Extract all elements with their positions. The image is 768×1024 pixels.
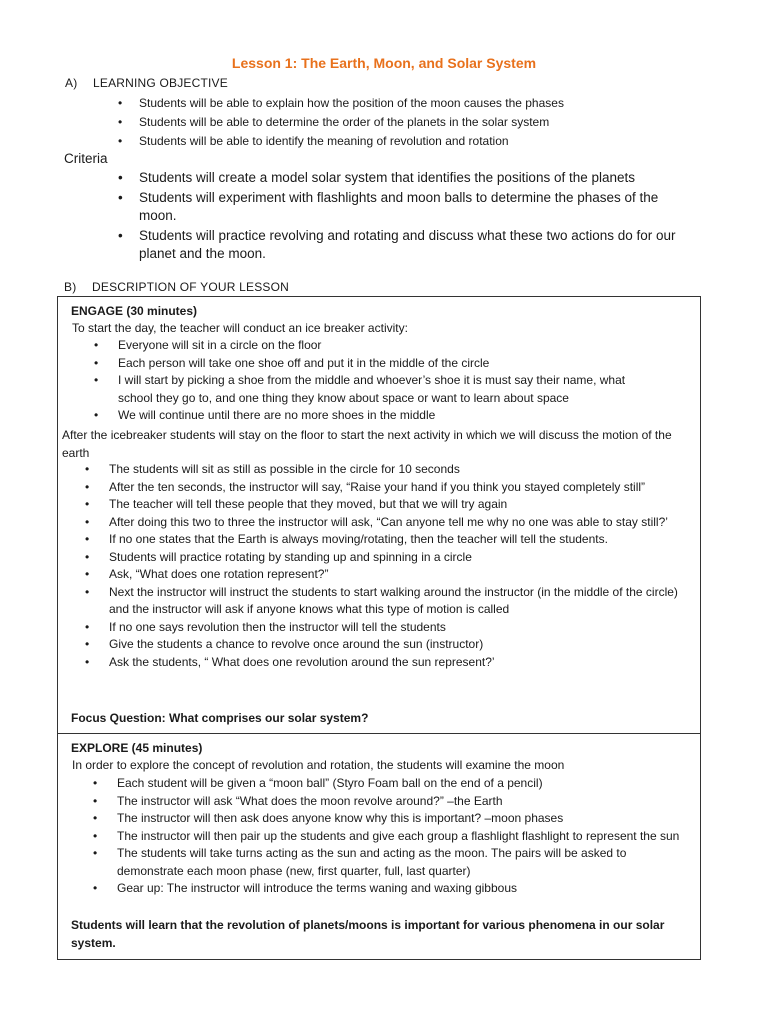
list-item: • Ask, “What does one rotation represent?” xyxy=(109,566,679,584)
section-b-letter: B) xyxy=(64,280,77,294)
engage-box xyxy=(57,296,701,734)
list-item: • Students will experiment with flashlights and moon balls to determine the phases of the moon. xyxy=(139,189,699,226)
list-item: • The instructor will then pair up the students and give each group a flashlight flashlight to represent the sun xyxy=(117,828,689,846)
list-item: • Ask the students, “ What does one revolution around the sun represent?’ xyxy=(109,654,679,672)
list-item: • If no one says revolution then the instructor will tell the students xyxy=(109,619,679,637)
engage-list-1 xyxy=(118,337,658,425)
list-item: • Next the instructor will instruct the students to start walking around the instructor (in the middle of the circle) and the instructor will ask if anyone knows what this type of motion is called xyxy=(109,584,679,619)
list-item: • Gear up: The instructor will introduce the terms waning and waxing gibbous xyxy=(117,880,689,898)
list-item: • Students will practice revolving and rotating and discuss what these two actions do for our planet and the moon. xyxy=(139,227,699,264)
list-item: • Students will be able to explain how the position of the moon causes the phases xyxy=(139,94,739,113)
list-item: • After the ten seconds, the instructor will say, “Raise your hand if you think you stayed completely still” xyxy=(109,479,679,497)
list-item: • After doing this two to three the instructor will ask, “Can anyone tell me why no one was able to stay still?’ xyxy=(109,514,679,532)
engage-transition: After the icebreaker students will stay on the floor to start the next activity in which we will discuss the motion of the earth xyxy=(62,428,672,460)
criteria-label: Criteria xyxy=(64,151,108,166)
section-a-title: LEARNING OBJECTIVE xyxy=(93,76,228,90)
list-item: • I will start by picking a shoe from the middle and whoever’s shoe it is must say their name, what school they go to, and one thing they know about space or want to learn about space xyxy=(118,372,658,407)
objectives-list xyxy=(139,94,739,151)
list-item: • The teacher will tell these people that they moved, but that we will try again xyxy=(109,496,679,514)
section-b-heading xyxy=(64,280,289,294)
list-item: • Give the students a chance to revolve once around the sun (instructor) xyxy=(109,636,679,654)
explore-heading: EXPLORE (45 minutes) xyxy=(71,741,203,755)
criteria-list xyxy=(139,169,699,265)
list-item: • The students will take turns acting as the sun and acting as the moon. The pairs will be asked to demonstrate each moon phase (new, first quarter, full, last quarter) xyxy=(117,845,689,880)
list-item: • Students will be able to identify the meaning of revolution and rotation xyxy=(139,132,739,151)
explore-list xyxy=(117,775,689,898)
list-item: • Students will practice rotating by standing up and spinning in a circle xyxy=(109,549,679,567)
section-a-letter: A) xyxy=(65,76,78,90)
list-item: • If no one states that the Earth is always moving/rotating, then the teacher will tell the students. xyxy=(109,531,679,549)
engage-list-2 xyxy=(109,461,679,671)
engage-intro: To start the day, the teacher will conduct an ice breaker activity: xyxy=(72,321,408,335)
focus-question: Focus Question: What comprises our solar system? xyxy=(71,711,369,725)
list-item: • The instructor will ask “What does the moon revolve around?” –the Earth xyxy=(117,793,689,811)
section-b-title: DESCRIPTION OF YOUR LESSON xyxy=(92,280,290,294)
list-item: • We will continue until there are no more shoes in the middle xyxy=(118,407,658,425)
list-item: • The instructor will then ask does anyone know why this is important? –moon phases xyxy=(117,810,689,828)
list-item: • Everyone will sit in a circle on the floor xyxy=(118,337,658,355)
page-title: Lesson 1: The Earth, Moon, and Solar System xyxy=(231,55,537,71)
list-item: • The students will sit as still as possible in the circle for 10 seconds xyxy=(109,461,679,479)
explore-intro: In order to explore the concept of revolution and rotation, the students will examine the moon xyxy=(72,758,565,772)
section-a-heading xyxy=(65,76,228,90)
list-item: • Students will be able to determine the order of the planets in the solar system xyxy=(139,113,739,132)
list-item: • Each student will be given a “moon ball” (Styro Foam ball on the end of a pencil) xyxy=(117,775,689,793)
explore-conclusion: Students will learn that the revolution of planets/moons is important for various phenomena in our solar system. xyxy=(71,918,665,950)
engage-heading: ENGAGE (30 minutes) xyxy=(71,304,198,318)
explore-box xyxy=(57,733,701,960)
list-item: • Students will create a model solar system that identifies the positions of the planets xyxy=(139,169,699,188)
list-item: • Each person will take one shoe off and put it in the middle of the circle xyxy=(118,355,658,373)
